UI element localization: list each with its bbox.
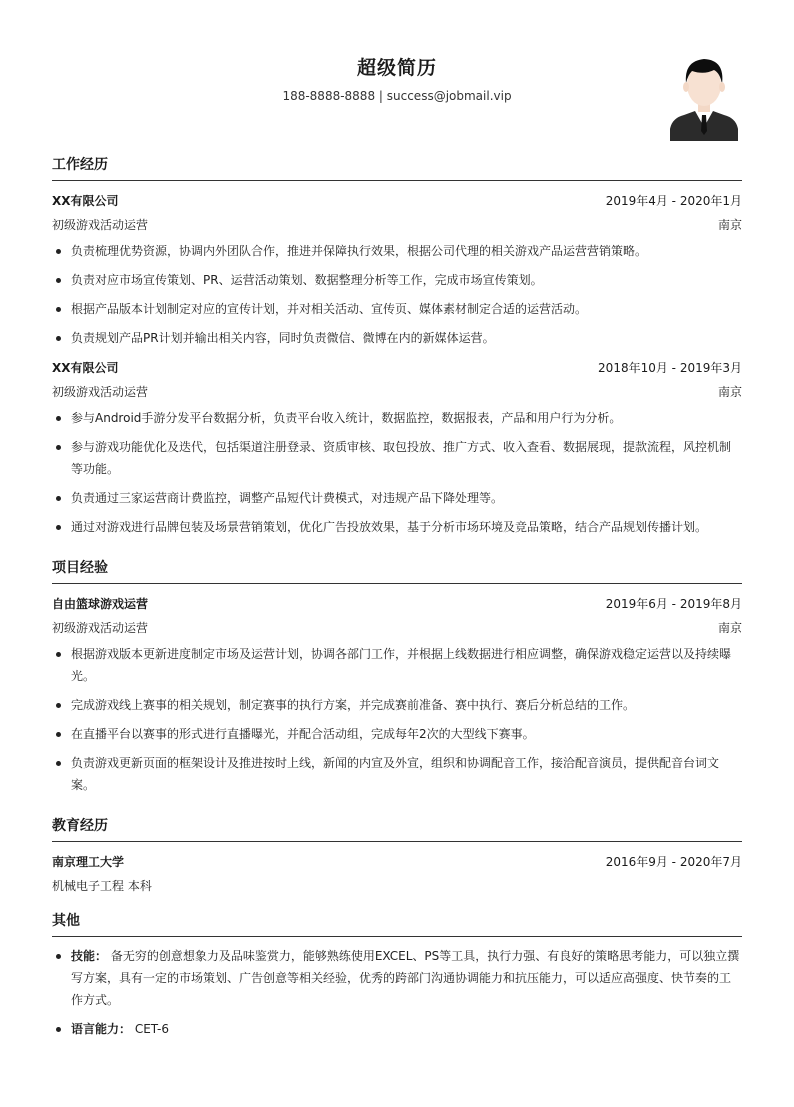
education-section-title: 教育经历 xyxy=(52,817,742,842)
contact-info: 188-8888-8888 | success@jobmail.vip xyxy=(282,89,512,103)
work-date: 2018年10月 - 2019年3月 xyxy=(598,361,742,375)
education-date: 2016年9月 - 2020年7月 xyxy=(605,855,742,869)
work-section-title: 工作经历 xyxy=(52,156,742,181)
list-item: 通过对游戏进行品牌包装及场景营销策划，优化广告投放效果，基于分析市场环境及竞品策略，结合产品规划传播计划。 xyxy=(52,516,742,538)
language-item xyxy=(52,1018,742,1040)
project-location: 南京 xyxy=(717,621,742,635)
other-section xyxy=(52,912,742,1040)
list-item: 在直播平台以赛事的形式进行直播曝光，并配合活动组，完成每年2次的大型线下赛事。 xyxy=(52,723,742,745)
resume-page xyxy=(52,0,742,1047)
project-role: 初级游戏活动运营 xyxy=(52,621,149,635)
project-name: 自由篮球游戏运营 xyxy=(52,597,149,611)
project-entry xyxy=(52,592,742,796)
job-title: 初级游戏活动运营 xyxy=(52,385,149,399)
list-item: 根据游戏版本更新进度制定市场及运营计划，协调各部门工作，并根据上线数据进行相应调整，确保游戏稳定运营以及持续曝光。 xyxy=(52,643,742,687)
list-item: 负责规划产品PR计划并输出相关内容，同时负责微信、微博在内的新媒体运营。 xyxy=(52,327,742,349)
work-entry xyxy=(52,356,742,538)
education-section xyxy=(52,817,742,898)
list-item: 负责通过三家运营商计费监控，调整产品短代计费模式，对违规产品下降处理等。 xyxy=(52,487,742,509)
resume-header xyxy=(52,0,742,150)
list-item: 负责游戏更新页面的框架设计及推进按时上线，新闻的内宣及外宣，组织和协调配音工作，接洽配音演员，提供配音台词文案。 xyxy=(52,752,742,796)
major-degree: 机械电子工程 本科 xyxy=(52,879,152,893)
skills-text: 备无穷的创意想象力及品味鉴赏力，能够熟练使用EXCEL、PS等工具，执行力强、有良好的策略思考能力，可以独立撰写方案，具有一定的市场策划、广告创意等相关经验，优秀的跨部门沟通协调能力和抗压能力，可以适应高强度、快节奏的工作方式。 xyxy=(71,949,740,1007)
company-name: XX有限公司 xyxy=(52,361,119,375)
skills-item xyxy=(52,945,742,1011)
list-item: 负责梳理优势资源，协调内外团队合作，推进并保障执行效果，根据公司代理的相关游戏产品运营营销策略。 xyxy=(52,240,742,262)
project-section-title: 项目经验 xyxy=(52,559,742,584)
skills-label: 技能： xyxy=(71,949,108,963)
work-entry xyxy=(52,189,742,349)
work-section xyxy=(52,156,742,538)
other-section-title: 其他 xyxy=(52,912,742,937)
work-location: 南京 xyxy=(717,385,742,399)
language-label: 语言能力： xyxy=(71,1022,132,1036)
language-text: CET-6 xyxy=(134,1022,169,1036)
project-date: 2019年6月 - 2019年8月 xyxy=(605,597,742,611)
list-item: 完成游戏线上赛事的相关规划，制定赛事的执行方案，并完成赛前准备、赛中执行、赛后分析总结的工作。 xyxy=(52,694,742,716)
list-item: 根据产品版本计划制定对应的宣传计划，并对相关活动、宣传页、媒体素材制定合适的运营活动。 xyxy=(52,298,742,320)
list-item: 参与游戏功能优化及迭代，包括渠道注册登录、资质审核、取包投放、推广方式、收入查看、数据展现，提款流程，风控机制等功能。 xyxy=(52,436,742,480)
list-item: 负责对应市场宣传策划、PR、运营活动策划、数据整理分析等工作，完成市场宣传策划。 xyxy=(52,269,742,291)
job-title: 初级游戏活动运营 xyxy=(52,218,149,232)
avatar-icon xyxy=(670,55,738,141)
work-date: 2019年4月 - 2020年1月 xyxy=(605,194,742,208)
list-item: 参与Android手游分发平台数据分析，负责平台收入统计，数据监控，数据报表，产品和用户行为分析。 xyxy=(52,407,742,429)
candidate-name: 超级简历 xyxy=(356,57,437,79)
work-location: 南京 xyxy=(717,218,742,232)
school-name: 南京理工大学 xyxy=(52,855,125,869)
project-section xyxy=(52,559,742,796)
company-name: XX有限公司 xyxy=(52,194,119,208)
